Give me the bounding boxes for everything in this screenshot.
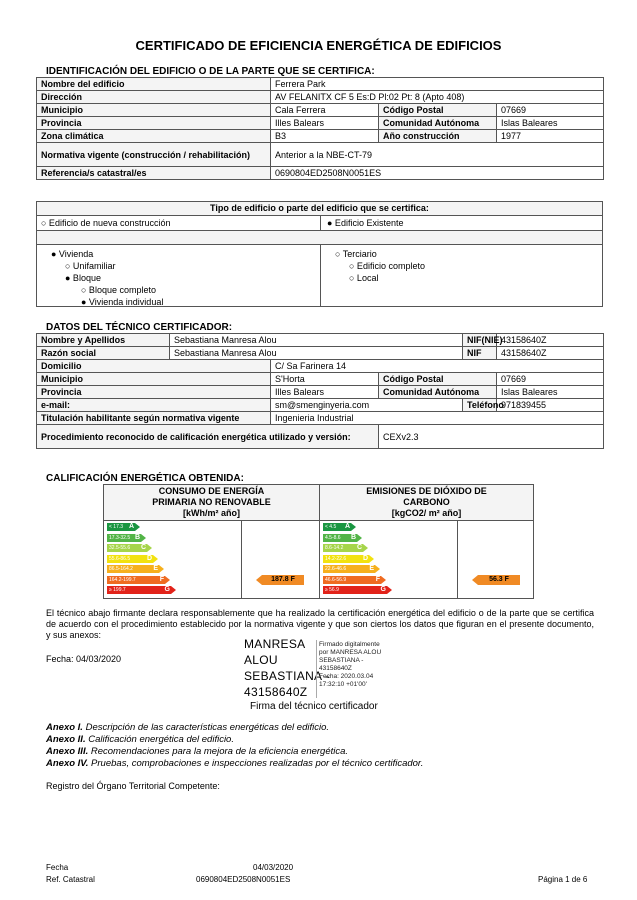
anio-label: Año construcción [379, 130, 497, 143]
scale-range-label: 22.6-46.6 [325, 566, 347, 572]
scale-bar-d [107, 555, 153, 563]
domicilio-value: C/ Sa Farinera 14 [271, 360, 604, 373]
table-row [37, 117, 604, 130]
scale-range-label: 46.6-56.9 [325, 576, 347, 583]
scale-letter: G [380, 586, 386, 593]
scale-letter: F [159, 575, 164, 583]
firma-caption: Firma del técnico certificador [250, 701, 378, 712]
table-row [37, 386, 604, 399]
nifnie-label: NIF(NIE) [463, 334, 497, 347]
tipo-edificio-box [36, 201, 603, 307]
scale-letter: C [356, 544, 362, 551]
anio-value: 1977 [497, 130, 604, 143]
scale-bar-f [323, 576, 381, 584]
scale-range-label: 17.3-32.5 [109, 534, 131, 541]
normativa-value: Anterior a la NBE-CT-79 [271, 143, 604, 167]
scale-bar-c [323, 544, 363, 552]
footer-fecha-value: 04/03/2020 [253, 863, 294, 872]
identificacion-table [36, 77, 604, 180]
nif-label: NIF [463, 347, 497, 360]
tecnico-provincia-value: Illes Balears [271, 386, 379, 399]
scale-bar-a [323, 523, 351, 531]
procedimiento-value: CEXv2.3 [379, 425, 604, 449]
calificacion-box [103, 484, 534, 599]
declaracion-text: El técnico abajo firmante declara responsablemente que ha realizado la certificación energética del edificio o de la parte que se certifica de acuerdo con el procedimiento establecido por la normativa vigente y que son ciertos los datos que figuran en el presente documento, y sus anexos: [46, 608, 594, 640]
anexo-ii: Anexo II. Calificación energética del edificio. [46, 734, 234, 745]
tecnico-cp-value: 07669 [497, 373, 604, 386]
scale-letter: F [375, 575, 380, 583]
firma-nombre-1: MANRESA [244, 637, 306, 651]
table-row [37, 130, 604, 143]
opcion-unifamiliar: ○ Unifamiliar [65, 261, 116, 271]
tecnico-provincia-label: Provincia [37, 386, 271, 399]
comunidad-label: Comunidad Autónoma [379, 117, 497, 130]
fecha-firma: Fecha: 04/03/2020 [46, 654, 122, 664]
table-row [37, 334, 604, 347]
tecnico-ca-value: Islas Baleares [497, 386, 604, 399]
titulacion-value: Ingenieria Industrial [271, 412, 604, 425]
table-row [37, 373, 604, 386]
referencia-value: 0690804ED2508N0051ES [271, 167, 604, 180]
firma-nombre-4: 43158640Z [244, 685, 308, 699]
calificacion-title: CALIFICACIÓN ENERGÉTICA OBTENIDA: [46, 473, 244, 484]
identificacion-title: IDENTIFICACIÓN DEL EDIFICIO O DE LA PARTE QUE SE CERTIFICA: [46, 66, 375, 77]
direccion-label: Dirección [37, 91, 271, 104]
firma-meta-5: Fecha: 2020.03.04 [319, 673, 374, 680]
scale-range-label: 86.5-164.2 [109, 566, 133, 572]
table-row [37, 104, 604, 117]
scale-bar-f [107, 576, 165, 584]
tipo-edificio-header: Tipo de edificio o parte del edificio que se certifica: [37, 202, 602, 216]
email-value: sm@smenginyeria.com [271, 399, 463, 412]
scale-letter: E [369, 565, 374, 572]
scale-letter: A [344, 523, 350, 530]
municipio-value: Cala Ferrera [271, 104, 379, 117]
scale-range-label: < 17.3 [109, 524, 124, 530]
firma-nombre-3: SEBASTIANA - [244, 669, 330, 683]
tecnico-cp-label: Código Postal [379, 373, 497, 386]
scale-range-label: 4.5-8.6 [325, 534, 341, 541]
scale-letter: E [153, 565, 158, 572]
procedimiento-label: Procedimiento reconocido de calificación energética utilizado y versión: [37, 425, 379, 449]
scale-bar-d [323, 555, 369, 563]
anexo-iv: Anexo IV. Pruebas, comprobaciones e inspecciones realizadas por el técnico certificador. [46, 758, 424, 769]
tecnico-nombre-label: Nombre y Apellidos [37, 334, 170, 347]
anexo-iii: Anexo III. Recomendaciones para la mejora de la eficiencia energética. [46, 746, 349, 757]
opcion-bloque: ● Bloque [65, 273, 101, 283]
scale-letter: B [134, 533, 140, 541]
scale-range-label: ≥ 56.9 [325, 587, 339, 593]
tecnico-nombre-value: Sebastiana Manresa Alou [170, 334, 463, 347]
scale-range-label: < 4.5 [325, 524, 337, 530]
tecnico-ca-label: Comunidad Autónoma [379, 386, 497, 399]
scale-letter: D [362, 554, 368, 562]
nombre-edificio-value: Ferrera Park [271, 78, 604, 91]
provincia-label: Provincia [37, 117, 271, 130]
opcion-terciario: ○ Terciario [335, 249, 377, 259]
footer-fecha-label: Fecha [46, 863, 69, 872]
domicilio-label: Domicilio [37, 360, 271, 373]
normativa-label: Normativa vigente (construcción / rehabilitación) [37, 143, 271, 167]
comunidad-value: Islas Baleares [497, 117, 604, 130]
table-row [37, 143, 604, 167]
opcion-edificio-existente: ● Edificio Existente [327, 218, 404, 228]
firma-meta-2: por MANRESA ALOU [319, 649, 382, 656]
footer-page-number: Página 1 de 6 [538, 875, 588, 884]
scale-range-label: 55.6-86.5 [109, 555, 131, 562]
scale-bar-b [107, 534, 141, 542]
tecnico-table [36, 333, 604, 449]
opcion-vivienda-individual: ● Vivienda individual [81, 297, 164, 307]
opcion-vivienda: ● Vivienda [51, 249, 94, 259]
table-row [37, 360, 604, 373]
scale-bar-e [107, 565, 159, 573]
scale-letter: G [164, 586, 170, 593]
firma-meta-1: Firmado digitalmente [319, 641, 380, 648]
footer-ref-value: 0690804ED2508N0051ES [196, 875, 291, 884]
scale-range-label: 8.6-14.2 [325, 545, 344, 551]
consumo-result-badge: 187.8 F [262, 575, 304, 585]
direccion-value: AV FELANITX CF 5 Es:D Pl:02 Pt: 8 (Apto 408) [271, 91, 604, 104]
telefono-value: 971839455 [497, 399, 604, 412]
zona-label: Zona climática [37, 130, 271, 143]
table-row [37, 167, 604, 180]
nif-value: 43158640Z [497, 347, 604, 360]
table-row [37, 425, 604, 449]
table-row [37, 347, 604, 360]
nifnie-value: 43158640Z [497, 334, 604, 347]
referencia-label: Referencia/s catastral/es [37, 167, 271, 180]
provincia-value: Illes Balears [271, 117, 379, 130]
scale-bar-g [107, 586, 171, 594]
opcion-nueva-construccion: ○ Edificio de nueva construcción [41, 218, 171, 228]
tecnico-municipio-value: S'Horta [271, 373, 379, 386]
scale-range-label: ≥ 199.7 [109, 587, 126, 593]
scale-letter: A [128, 523, 134, 530]
opcion-local: ○ Local [349, 273, 379, 283]
tecnico-municipio-label: Municipio [37, 373, 271, 386]
tecnico-title: DATOS DEL TÉCNICO CERTIFICADOR: [46, 322, 233, 333]
table-row [37, 78, 604, 91]
emisiones-header: EMISIONES DE DIÓXIDO DE CARBONO [kgCO2/ m² año] [366, 486, 487, 518]
scale-letter: C [140, 544, 146, 551]
page-title: CERTIFICADO DE EFICIENCIA ENERGÉTICA DE EDIFICIOS [135, 38, 502, 53]
email-label: e-mail: [37, 399, 271, 412]
consumo-header: CONSUMO DE ENERGÍA PRIMARIA NO RENOVABLE [kWh/m² año] [152, 486, 271, 518]
scale-range-label: 14.2-22.6 [325, 555, 347, 562]
scale-bar-c [107, 544, 147, 552]
telefono-label: Teléfono [463, 399, 497, 412]
razon-social-label: Razón social [37, 347, 170, 360]
footer-ref-label: Ref. Catastral [46, 875, 95, 884]
scale-letter: D [146, 554, 152, 562]
municipio-label: Municipio [37, 104, 271, 117]
emisiones-result-badge: 56.3 F [478, 575, 520, 585]
firma-meta-6: 17:32:10 +01'00' [319, 681, 367, 688]
codigo-postal-value: 07669 [497, 104, 604, 117]
firma-meta-3: SEBASTIANA - [319, 657, 364, 664]
scale-bar-a [107, 523, 135, 531]
scale-bar-b [323, 534, 357, 542]
titulacion-label: Titulación habilitante según normativa vigente [37, 412, 271, 425]
scale-range-label: 32.5-55.6 [109, 545, 131, 551]
table-row [37, 399, 604, 412]
scale-letter: B [350, 533, 356, 541]
scale-range-label: 164.2-199.7 [109, 576, 136, 583]
tipo-row-construccion [37, 216, 602, 231]
firma-meta-4: 43158640Z [319, 665, 352, 672]
table-row [37, 91, 604, 104]
tipo-spacer-row [37, 231, 602, 245]
codigo-postal-label: Código Postal [379, 104, 497, 117]
zona-value: B3 [271, 130, 379, 143]
razon-social-value: Sebastiana Manresa Alou [170, 347, 463, 360]
anexo-i: Anexo I. Descripción de las características energéticas del edificio. [46, 722, 330, 733]
firma-nombre-2: ALOU [244, 653, 278, 667]
opcion-bloque-completo: ○ Bloque completo [81, 285, 156, 295]
table-row [37, 412, 604, 425]
nombre-edificio-label: Nombre del edificio [37, 78, 271, 91]
scale-bar-e [323, 565, 375, 573]
registro-text: Registro del Órgano Territorial Competente: [46, 781, 220, 791]
scale-bar-g [323, 586, 387, 594]
opcion-edificio-completo: ○ Edificio completo [349, 261, 425, 271]
